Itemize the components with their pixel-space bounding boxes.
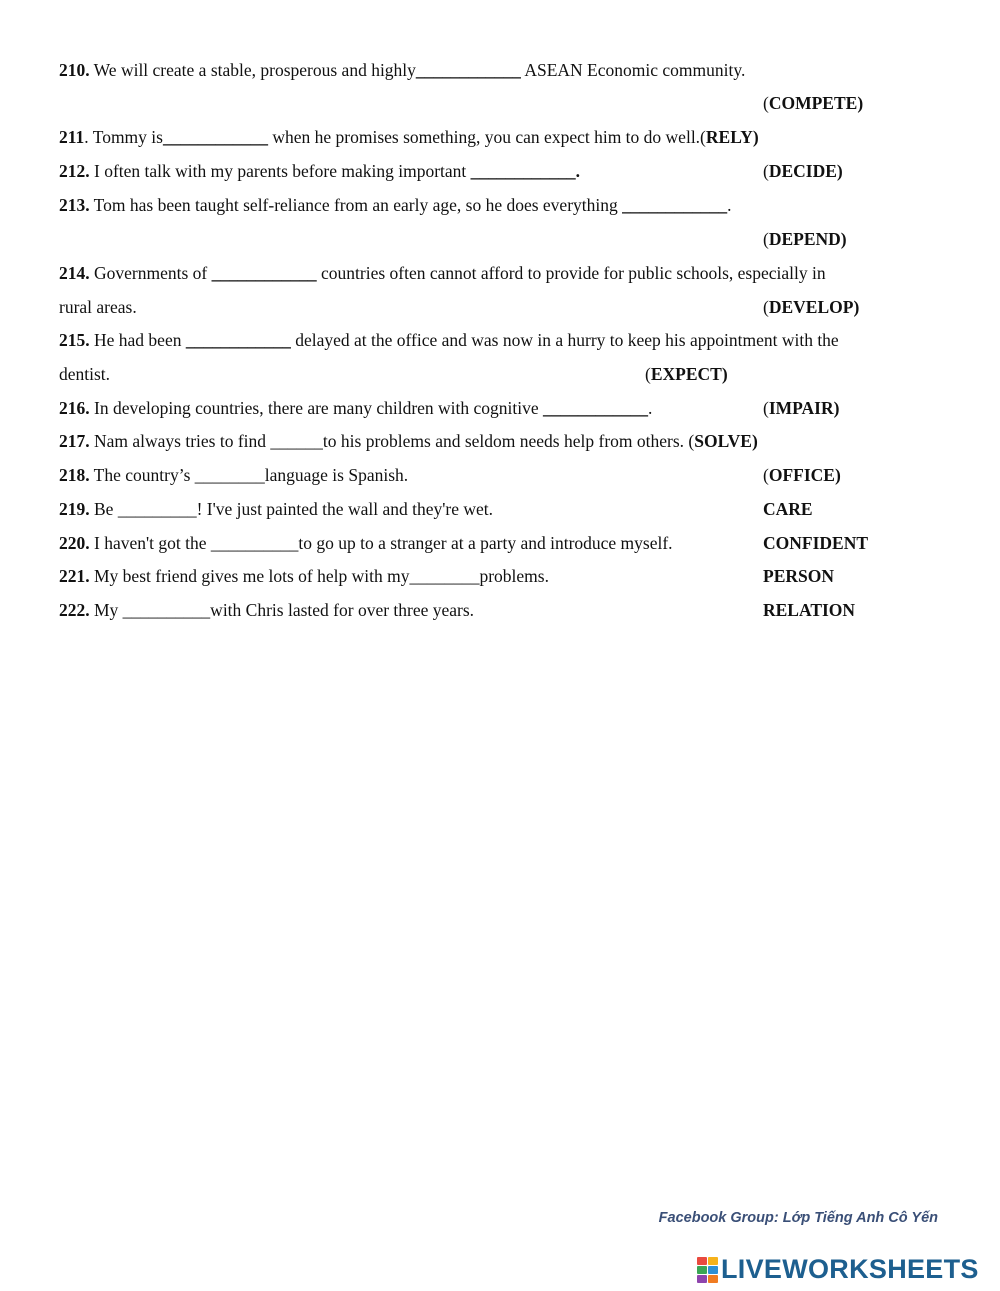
question-216 [59,397,652,419]
question-text[interactable]: I haven't got the __________to go up to a stranger at a party and introduce myself. [89,533,673,553]
keyword-214: (DEVELOP) [763,297,860,317]
question-text-after: . [648,398,653,418]
question-number: 210. [59,60,90,80]
question-215-line2: dentist. [59,364,111,384]
question-text-after: countries often cannot afford to provide for public schools, especially in [316,263,826,283]
question-text-after: delayed at the office and was now in a hurry to keep his appointment with the [290,330,839,350]
question-text[interactable]: Be _________! I've just painted the wall and they're wet. [89,499,493,519]
question-number: 217. [59,431,90,451]
question-text-after: . [727,195,732,215]
question-text: . Tommy is [84,127,163,147]
question-210 [59,59,745,81]
keyword-216: (IMPAIR) [763,398,840,418]
keyword-213: (DEPEND) [763,229,847,249]
keyword-218: (OFFICE) [763,465,841,485]
liveworksheets-logo[interactable] [697,1254,979,1285]
question-text: In developing countries, there are many children with cognitive [89,398,544,418]
question-214 [59,262,826,284]
question-217: 217. Nam always tries to find ______to his problems and seldom needs help from others. (SOLVE) [59,431,758,451]
brand-name: LIVEWORKSHEETS [721,1254,979,1284]
question-number: 216. [59,398,90,418]
question-211: 211. Tommy is____________ when he promises something, you can expect him to do well.(RELY) [59,127,759,147]
question-218 [59,464,408,486]
keyword-210: (COMPETE) [763,93,864,113]
question-number: 218. [59,465,90,485]
question-text: He had been [89,330,186,350]
keyword-222: RELATION [763,600,856,620]
question-text[interactable]: My best friend gives me lots of help with my________problems. [89,566,549,586]
answer-blank[interactable]: ____________ [622,195,728,215]
question-number: 214. [59,263,90,283]
question-number: 212. [59,161,90,181]
question-text: I often talk with my parents before making important [89,161,471,181]
question-number: 219. [59,499,90,519]
keyword-221: PERSON [763,566,834,586]
question-220 [59,532,673,554]
question-213 [59,194,732,216]
question-number: 222. [59,600,90,620]
answer-blank[interactable]: ____________ [162,127,268,147]
keyword-215: (EXPECT) [645,364,728,384]
keyword-212: (DECIDE) [763,161,843,181]
answer-blank[interactable]: ____________ [185,330,291,350]
liveworksheets-icon [697,1257,718,1283]
answer-blank[interactable]: ____________. [470,161,581,181]
question-222 [59,599,474,621]
answer-blank[interactable]: ____________ [211,263,317,283]
facebook-group-caption: Facebook Group: Lớp Tiếng Anh Cô Yến [658,1210,938,1226]
question-number: 213. [59,195,90,215]
question-221 [59,565,549,587]
keyword-219: CARE [763,499,813,519]
question-text-after: ASEAN Economic community. [520,60,746,80]
keyword: RELY [705,127,753,147]
question-text: Governments of [89,263,212,283]
question-number: 221. [59,566,90,586]
question-number: 220. [59,533,90,553]
question-215 [59,329,839,351]
answer-blank[interactable]: ____________ [543,398,649,418]
question-text[interactable]: The country’s ________language is Spanish. [89,465,409,485]
question-text-after: when he promises something, you can expect him to do well.( [267,127,706,147]
keyword-220: CONFIDENT [763,533,869,553]
question-text: We will create a stable, prosperous and highly [89,60,416,80]
question-text[interactable]: Nam always tries to find ______to his problems and seldom needs help from others. ( [89,431,695,451]
question-number: 211 [59,127,85,147]
question-text[interactable]: My __________with Chris lasted for over three years. [89,600,475,620]
answer-blank[interactable]: ____________ [415,60,521,80]
question-number: 215. [59,330,90,350]
keyword: SOLVE [694,431,752,451]
question-214-line2: rural areas. [59,297,137,317]
question-text: Tom has been taught self-reliance from an early age, so he does everything [89,195,623,215]
question-219 [59,498,493,520]
question-212 [59,160,580,182]
